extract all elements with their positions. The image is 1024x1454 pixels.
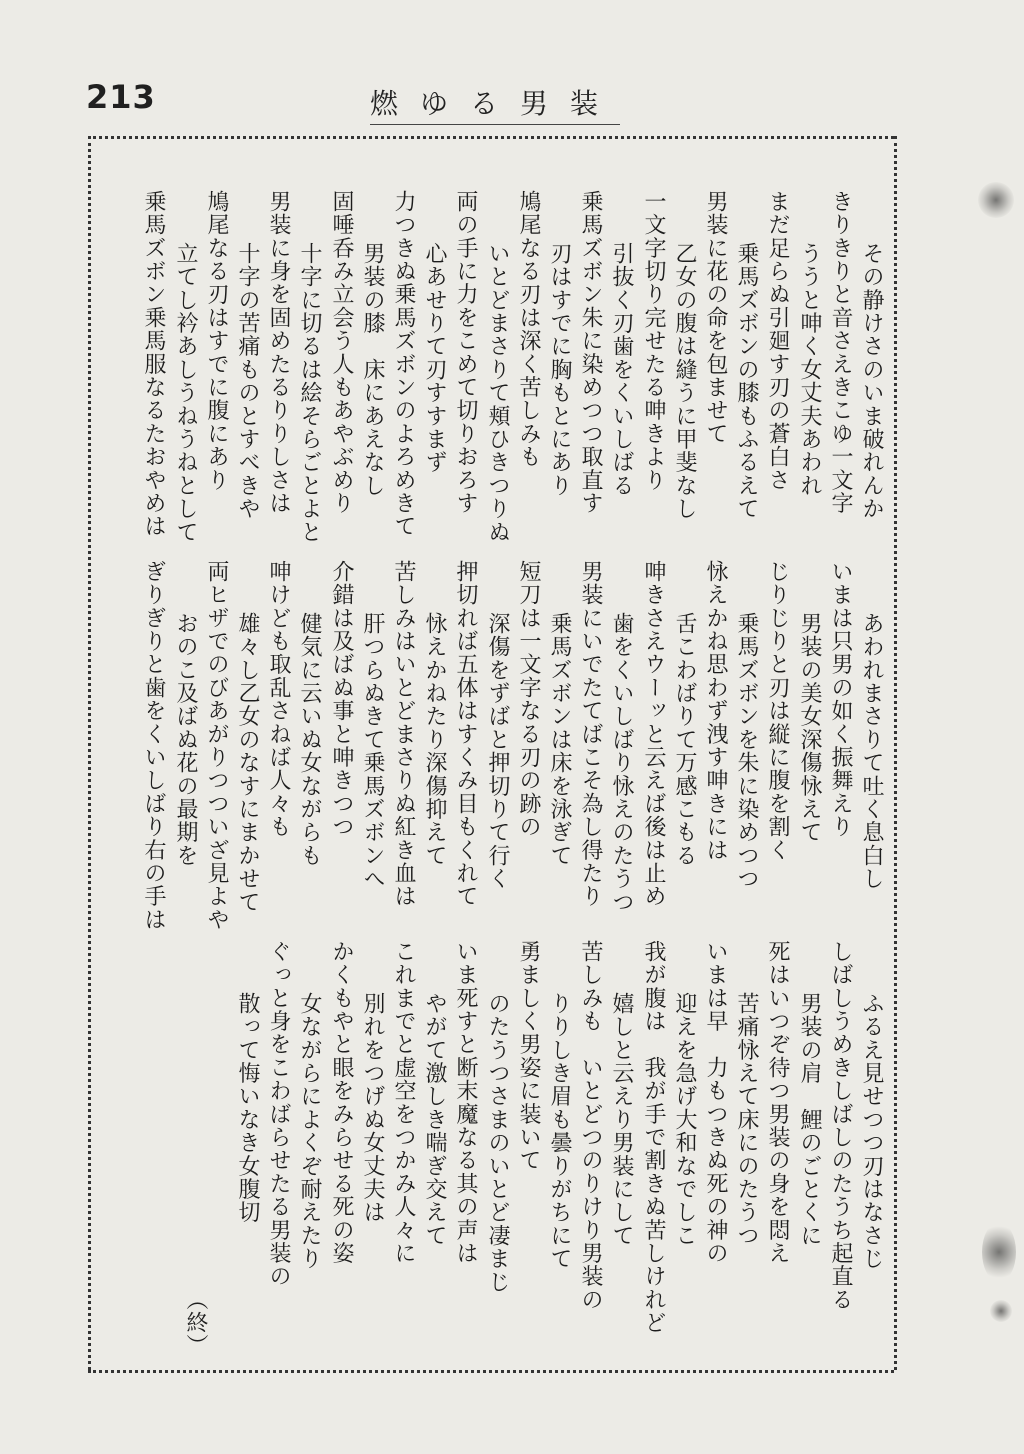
poem-line: 両ヒザでのびあがりつついざ見よや [204, 560, 229, 932]
poem-line: 深傷をずばと押切りて行く [485, 612, 510, 891]
poem-line: 男装にいでたてばこそ為し得たり [578, 560, 603, 908]
poem-line: 鳩尾なる刃はすでに腹にあり [204, 190, 229, 492]
poem-line: 乙女の腹は縫うに甲斐なし [672, 242, 697, 521]
poem-line: 乗馬ズボンの膝もふるえて [734, 242, 759, 521]
end-mark: （終） [183, 1288, 208, 1357]
page-number: 213 [86, 78, 156, 116]
border-right [894, 136, 897, 1370]
poem-line: いとどまさりて頬ひきつりぬ [485, 242, 510, 544]
poem-line: 散って悔いなき女腹切 [235, 992, 260, 1224]
poem-line: 乗馬ズボン朱に染めつつ取直す [578, 190, 603, 515]
poem-line: 死はいつぞ待つ男装の身を悶え [765, 940, 790, 1265]
poem-line: あわれまさりて吐く息白し [859, 612, 884, 891]
poem-line: 別れをつげぬ女丈夫は [360, 992, 385, 1224]
poem-line: いまは早 力もつきぬ死の神の [703, 940, 728, 1265]
poem-line: しばしうめきしばしのたうち起直る [828, 940, 853, 1312]
poem-line: 迎えを急げ大和なでしこ [672, 992, 697, 1248]
poem-line: かくもやと眼をみらせる死の姿 [329, 940, 354, 1265]
poem-line: 歯をくいしばり怺えのたうつ [609, 612, 634, 914]
poem-line: その静けさのいま破れんか [859, 242, 884, 521]
poem-line: 男装に花の命を包ませて [703, 190, 728, 446]
poem-line: 鳩尾なる刃は深く苦しみも [516, 190, 541, 469]
poem-line: 十字の苦痛ものとすべきや [235, 242, 260, 521]
poem-line: 介錯は及ばぬ事と呻きつつ [329, 560, 354, 839]
poem-line: 女ながらによくぞ耐えたり [297, 992, 322, 1271]
poem-line: ふるえ見せつつ刃はなさじ [859, 992, 884, 1271]
poem-line: じりじりと刃は縦に腹を割く [765, 560, 790, 862]
poem-line: 刃はすでに胸もとにあり [547, 242, 572, 498]
poem-line: いま死すと断末魔なる其の声は [453, 940, 478, 1265]
poem-line: 嬉しと云えり男装にして [609, 992, 634, 1248]
poem-line: 一文字切り完せたる呻きより [641, 190, 666, 492]
poem-line: 呻けども取乱さねば人々も [266, 560, 291, 839]
poem-line: 呻きさえウーッと云えば後は止め [641, 560, 666, 908]
poem-line: 怺えかね思わず洩す呻きには [703, 560, 728, 862]
poem-line: きりきりと音さえきこゆ一文字 [828, 190, 853, 515]
poem-line: 健気に云いぬ女ながらも [297, 612, 322, 868]
poem-line: 雄々し乙女のなすにまかせて [235, 612, 260, 914]
ink-smudge [978, 182, 1014, 218]
poem-line: 男装の肩 鯉のごとくに [797, 992, 822, 1248]
poem-line: ぐっと身をこわばらせたる男装の [266, 940, 291, 1288]
poem-line: 力つきぬ乗馬ズボンのよろめきて [391, 190, 416, 538]
border-bottom [88, 1370, 894, 1373]
poem-line: 固唾呑み立会う人もあやぶめり [329, 190, 354, 515]
poem-line: 十字に切るは絵そらごとよと [297, 242, 322, 544]
poem-line: 男装に身を固めたるりりしさは [266, 190, 291, 515]
ink-smudge [990, 1300, 1012, 1322]
poem-line: おのこ及ばぬ花の最期を [173, 612, 198, 868]
border-top [88, 136, 894, 139]
poem-line: りりしき眉も曇りがちにて [547, 992, 572, 1271]
poem-line: やがて激しき喘ぎ交えて [422, 992, 447, 1248]
poem-line: 苦しみはいとどまさりぬ紅き血は [391, 560, 416, 908]
poem-line: 乗馬ズボンを朱に染めつつ [734, 612, 759, 891]
poem-line: いまは只男の如く振舞えり [828, 560, 853, 839]
poem-line: 勇ましく男姿に装いて [516, 940, 541, 1172]
poem-line: 引抜く刃歯をくいしばる [609, 242, 634, 498]
poem-line: まだ足らぬ引廻す刃の蒼白さ [765, 190, 790, 492]
poem-line: 苦しみも いとどつのりけり男装の [578, 940, 603, 1312]
poem-line: 怺えかねたり深傷抑えて [422, 612, 447, 868]
poem-line: ううと呻く女丈夫あわれ [797, 242, 822, 498]
ink-smudge [982, 1222, 1016, 1282]
poem-line: 男装の膝 床にあえなし [360, 242, 385, 498]
poem-line: 押切れば五体はすくみ目もくれて [453, 560, 478, 908]
poem-line: 苦痛怺えて床にのたうつ [734, 992, 759, 1248]
running-title: 燃ゆる男装 [370, 82, 620, 125]
poem-line: 乗馬ズボン乗馬服なるたおやめは [141, 190, 166, 538]
poem-line: 両の手に力をこめて切りおろす [453, 190, 478, 515]
poem-line: これまでと虚空をつかみ人々に [391, 940, 416, 1265]
poem-line: 舌こわばりて万感こもる [672, 612, 697, 868]
poem-line: 乗馬ズボンは床を泳ぎて [547, 612, 572, 868]
border-left [88, 136, 91, 1370]
poem-line: 男装の美女深傷怺えて [797, 612, 822, 844]
poem-line: 立てし衿あしうねうねとして [173, 242, 198, 544]
poem-line: 肝つらぬきて乗馬ズボンへ [360, 612, 385, 891]
poem-line: ぎりぎりと歯をくいしばり右の手は [141, 560, 166, 932]
poem-line: 我が腹は 我が手で割きぬ苦しけれど [641, 940, 666, 1335]
poem-line: 短刀は一文字なる刃の跡の [516, 560, 541, 839]
poem-line: 心あせりて刃すすまず [422, 242, 447, 474]
poem-line: のたうつさまのいとど凄まじ [485, 992, 510, 1294]
